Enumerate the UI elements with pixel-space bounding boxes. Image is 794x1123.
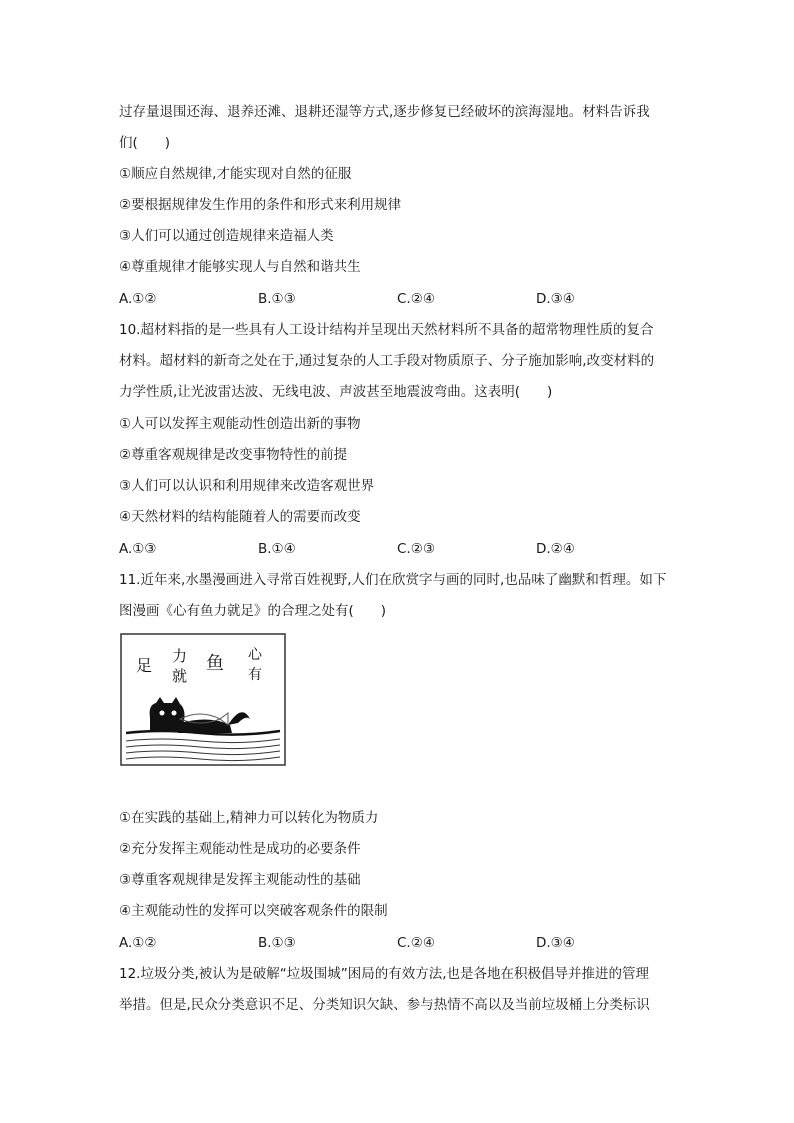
q11-stem-line-2: 图漫画《心有鱼力就足》的合理之处有( ) (119, 603, 387, 619)
cartoon-char-jiu: 就 (172, 667, 188, 685)
q11-option-b[interactable]: B.①③ (258, 935, 296, 951)
q9-option-a[interactable]: A.①② (119, 291, 157, 307)
q10-item-1: ①人可以发挥主观能动性创造出新的事物 (119, 416, 361, 432)
q10-option-a[interactable]: A.①③ (119, 541, 157, 557)
q12-stem-line-1: 12.垃圾分类,被认为是破解“垃圾围城”困局的有效方法,也是各地在积极倡导并推进的管理 (119, 966, 650, 982)
q9-stem-line-2: 们( ) (119, 135, 171, 151)
q11-item-1: ①在实践的基础上,精神力可以转化为物质力 (119, 810, 379, 826)
q9-item-4: ④尊重规律才能够实现人与自然和谐共生 (119, 259, 361, 275)
q9-item-2: ②要根据规律发生作用的条件和形式来利用规律 (119, 197, 402, 213)
q10-stem-line-2: 材料。超材料的新奇之处在于,通过复杂的人工手段对物质原子、分子施加影响,改变材料的 (119, 353, 655, 369)
cartoon-svg (120, 633, 286, 766)
q9-option-c[interactable]: C.②④ (397, 291, 435, 307)
q10-item-3: ③人们可以认识和利用规律来改造客观世界 (119, 478, 375, 494)
q9-item-1: ①顺应自然规律,才能实现对自然的征服 (119, 166, 352, 182)
q11-item-4: ④主观能动性的发挥可以突破客观条件的限制 (119, 903, 388, 919)
cartoon-char-zu: 足 (136, 656, 153, 675)
q9-option-b[interactable]: B.①③ (258, 291, 296, 307)
q10-option-c[interactable]: C.②③ (397, 541, 435, 557)
q9-option-d[interactable]: D.③④ (536, 291, 575, 307)
q10-option-b[interactable]: B.①④ (258, 541, 296, 557)
q10-stem-line-3: 力学性质,让光波雷达波、无线电波、声波甚至地震波弯曲。这表明( ) (119, 384, 553, 400)
cartoon-char-xin: 心 (248, 647, 262, 663)
q10-stem-line-1: 10.超材料指的是一些具有人工设计结构并呈现出天然材料所不具备的超常物理性质的复合 (119, 322, 654, 338)
cartoon-char-yu: 鱼 (206, 653, 224, 674)
cartoon-image (120, 633, 286, 766)
q9-stem-line-1: 过存量退围还海、退养还滩、退耕还湿等方式,逐步修复已经破坏的滨海湿地。材料告诉我 (119, 104, 650, 120)
q10-item-4: ④天然材料的结构能随着人的需要而改变 (119, 509, 361, 525)
cartoon-char-li: 力 (172, 647, 188, 665)
q11-option-a[interactable]: A.①② (119, 935, 157, 951)
q11-stem-line-1: 11.近年来,水墨漫画进入寻常百姓视野,人们在欣赏字与画的同时,也品味了幽默和哲理。如下 (119, 572, 667, 588)
q10-item-2: ②尊重客观规律是改变事物特性的前提 (119, 447, 348, 463)
q11-item-3: ③尊重客观规律是发挥主观能动性的基础 (119, 872, 361, 888)
q9-item-3: ③人们可以通过创造规律来造福人类 (119, 228, 334, 244)
cartoon-char-you: 有 (248, 667, 262, 683)
q12-stem-line-2: 举措。但是,民众分类意识不足、分类知识欠缺、参与热情不高以及当前垃圾桶上分类标识 (119, 997, 650, 1013)
q11-item-2: ②充分发挥主观能动性是成功的必要条件 (119, 841, 361, 857)
q10-option-d[interactable]: D.②④ (536, 541, 575, 557)
q11-option-d[interactable]: D.③④ (536, 935, 575, 951)
q11-option-c[interactable]: C.②④ (397, 935, 435, 951)
